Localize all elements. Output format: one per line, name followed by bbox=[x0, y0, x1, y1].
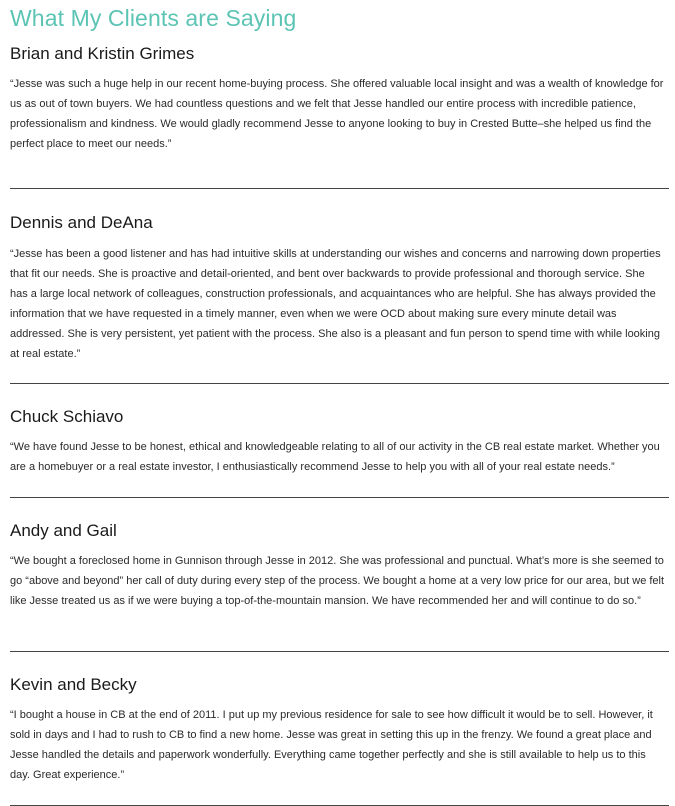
client-name: Kevin and Becky bbox=[10, 675, 137, 694]
client-name: Dennis and DeAna bbox=[10, 213, 153, 232]
testimonial-item bbox=[10, 406, 669, 498]
testimonial-quote: “We bought a foreclosed home in Gunnison through Jesse in 2012. She was professional and punctual. What’s more is she seemed to go “above and beyond” her call of duty during every step of the process. We bought a home at a very low price for our area, but we felt like Jesse treated us as if we were buying a top-of-the-mountain mansion. We have recommended her and will continue to do so.” bbox=[10, 555, 665, 607]
testimonial-quote: “Jesse has been a good listener and has had intuitive skills at understanding our wishes and concerns and narrowing down properties that fit our needs. She is proactive and detail-oriented, and bent over backwards to provide professional and thorough service. She has a large local network of colleagues, construction professionals, and acquaintances who are helpful. She has always provided the information that we have requested in a timely manner, even when we were OCD about making sure every minute detail was addressed. She is very persistent, yet patient with the process. She also is a pleasant and fun person to spend time with while looking at real estate.” bbox=[10, 248, 661, 360]
client-name: Andy and Gail bbox=[10, 521, 117, 540]
testimonial-item bbox=[10, 212, 669, 384]
testimonial-quote: “Jesse was such a huge help in our recent home-buying process. She offered valuable local insight and was a wealth of knowledge for us as out of town buyers. We had countless questions and we felt that Jesse handled our entire process with incredible patience, professionalism and kindness. We would gladly recommend Jesse to anyone looking to buy in Crested Butte–she helped us find the perfect place to meet our needs.” bbox=[10, 78, 664, 150]
testimonial-item bbox=[10, 674, 669, 806]
testimonial-item bbox=[10, 520, 669, 652]
testimonial-quote: “I bought a house in CB at the end of 2011. I put up my previous residence for sale to see how difficult it would be to sell. However, it sold in days and I had to rush to CB to find a new home. Jesse was great in setting this up in the frenzy. We found a great place and Jesse handled the details and paperwork wonderfully. Everything came together perfectly and she is still available to help us to this day. Great experience.” bbox=[10, 709, 653, 781]
testimonial-item bbox=[10, 43, 669, 189]
client-name: Chuck Schiavo bbox=[10, 407, 124, 426]
page-title: What My Clients are Saying bbox=[10, 5, 297, 31]
testimonial-quote: “We have found Jesse to be honest, ethical and knowledgeable relating to all of our activity in the CB real estate market. Whether you are a homebuyer or a real estate investor, I enthusiastically recommend Jesse to help you with all of your real estate needs.” bbox=[10, 441, 660, 473]
client-name: Brian and Kristin Grimes bbox=[10, 44, 195, 63]
